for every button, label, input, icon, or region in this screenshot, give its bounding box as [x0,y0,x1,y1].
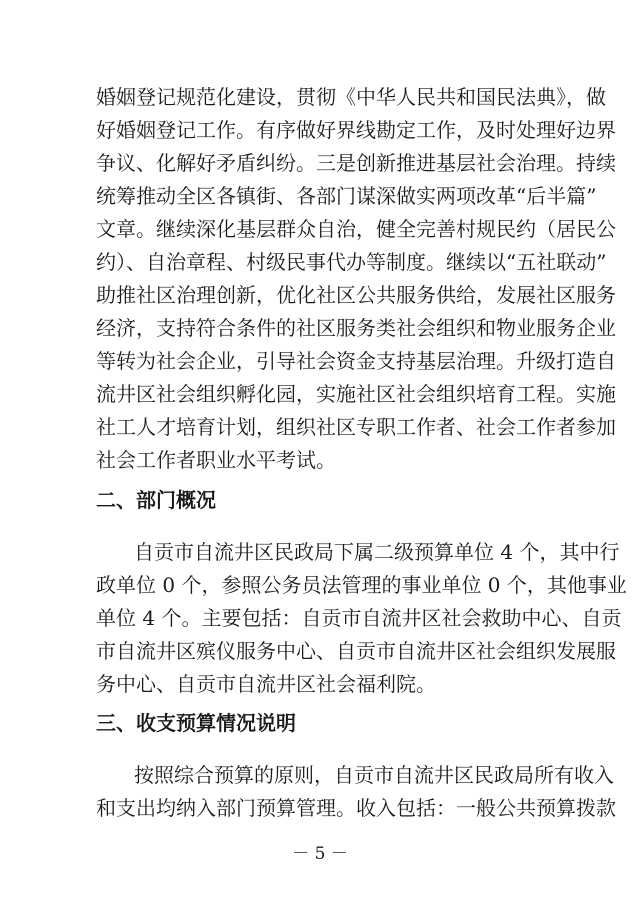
section-heading-department-overview: 二、部门概况 [96,488,216,512]
paragraph-line: 婚姻登记规范化建设，贯彻《中华人民共和国民法典》，做 [96,85,606,109]
paragraph-line: 经济，支持符合条件的社区服务类社会组织和物业服务企业 [96,316,616,340]
paragraph-line: 等转为社会企业，引导社会资金支持基层治理。升级打造自 [96,349,616,373]
paragraph-line: 务中心、自贡市自流井区社会福利院。 [96,672,436,696]
section-heading-budget-description: 三、收支预算情况说明 [96,711,296,735]
paragraph-line: 好婚姻登记工作。有序做好界线勘定工作，及时处理好边界 [96,118,616,142]
paragraph-line: 文章。继续深化基层群众自治，健全完善村规民约（居民公 [96,217,616,241]
paragraph-line: 社工人才培育计划，组织社区专职工作者、社会工作者参加 [96,415,616,439]
paragraph-line: 自贡市自流井区民政局下属二级预算单位 4 个，其中行 [134,540,620,564]
paragraph-line: 流井区社会组织孵化园，实施社区社会组织培育工程。实施 [96,382,616,406]
paragraph-line: 按照综合预算的原则，自贡市自流井区民政局所有收入 [134,763,614,787]
page-number: － 5 － [292,844,348,864]
paragraph-line: 单位 4 个。主要包括：自贡市自流井区社会救助中心、自贡 [96,606,622,630]
paragraph-line: 和支出均纳入部门预算管理。收入包括：一般公共预算拨款 [96,796,616,820]
paragraph-line: 统筹推动全区各镇街、各部门谋深做实两项改革“后半篇” [96,184,597,208]
paragraph-line: 约）、自治章程、村级民事代办等制度。继续以“五社联动” [96,250,607,274]
paragraph-line: 社会工作者职业水平考试。 [96,448,336,472]
paragraph-line: 争议、化解好矛盾纠纷。三是创新推进基层社会治理。持续 [96,151,616,175]
paragraph-line: 助推社区治理创新，优化社区公共服务供给，发展社区服务 [96,283,616,307]
paragraph-line: 政单位 0 个，参照公务员法管理的事业单位 0 个，其他事业 [96,573,627,597]
paragraph-line: 市自流井区殡仪服务中心、自贡市自流井区社会组织发展服 [96,639,616,663]
